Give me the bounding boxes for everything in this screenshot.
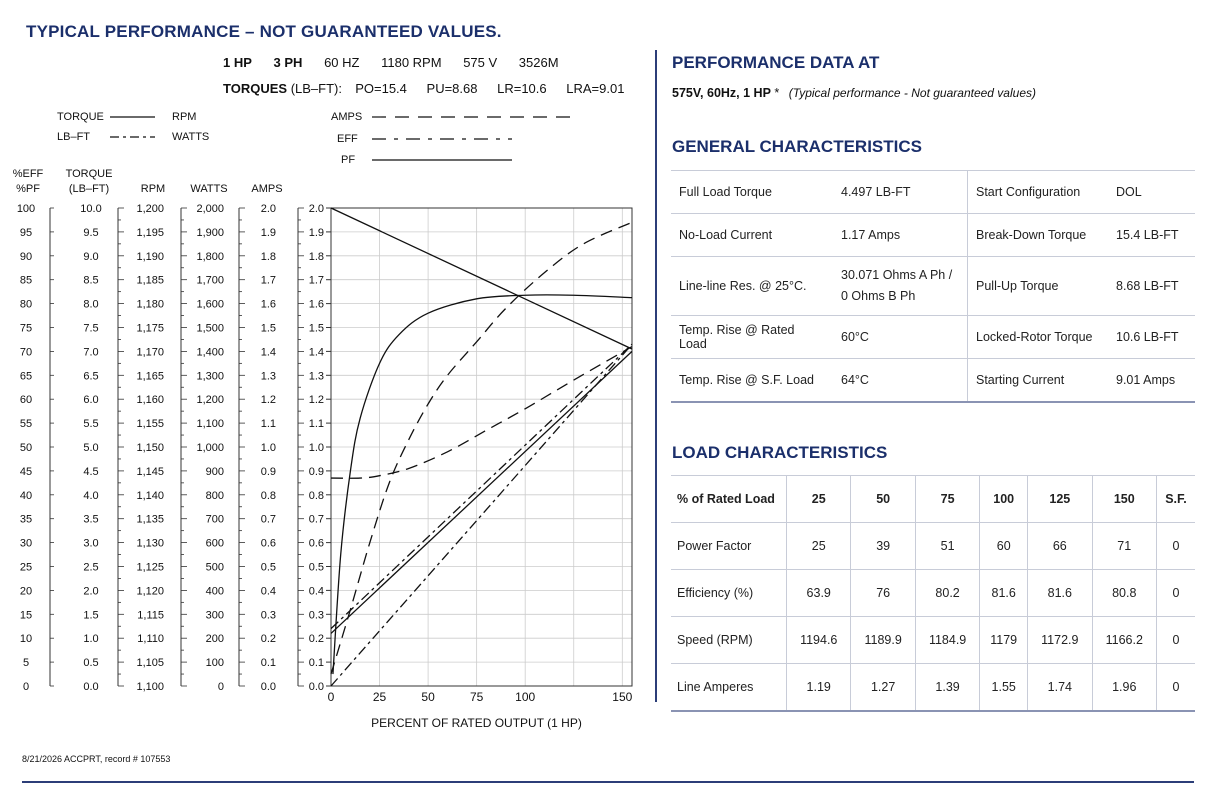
scale-label-rpm: 1,135 [136,513,164,526]
scale-label-rpm: 1,110 [137,633,164,646]
table-row [671,316,1195,359]
scale-label-amps: 1.3 [260,370,276,383]
scale-label-watts: 300 [205,609,224,622]
column-header: % of Rated Load [671,476,787,523]
y-tick-label: 1.5 [308,322,324,335]
scale-label-eff-pf: 95 [19,226,33,239]
scale-label-amps: 0.9 [260,465,276,478]
page-title: TYPICAL PERFORMANCE – NOT GUARANTEED VALUES. [26,22,502,41]
scale-label-amps: 0.8 [260,489,276,502]
scale-label-rpm: 1,140 [136,489,164,502]
y-tick-label: 0.1 [308,657,324,670]
scale-label-rpm: 1,170 [136,346,164,359]
scale-label-eff-pf: 75 [19,322,33,335]
scale-label-torque: 5.5 [83,418,99,431]
spec-volts: 575 V [463,55,498,70]
performance-chart [0,160,650,740]
scale-label-amps: 1.1 [260,418,276,431]
scale-label-watts: 1,300 [196,370,224,383]
gen-key: Temp. Rise @ Rated Load [671,316,833,359]
y-tick-label: 0.3 [308,609,324,622]
scale-label-torque: 6.0 [83,394,99,407]
subtitle-asterisk: * [774,86,780,100]
scale-label-eff-pf: 85 [19,274,33,287]
scale-label-watts: 1,000 [196,442,224,454]
footer-record: 8/21/2026 ACCPRT, record # 107553 [22,754,171,764]
table-cell: 1.74 [1028,664,1092,712]
scale-label-watts: 1,200 [196,394,224,407]
torque-lr: LR=10.6 [497,81,547,96]
gen-key: Locked-Rotor Torque [968,316,1109,359]
scale-label-amps: 1.0 [260,442,276,454]
spec-rpm: 1180 RPM [381,55,442,70]
y-tick-label: 0.0 [308,681,324,693]
spec-phase: 3 PH [273,55,303,70]
gen-key: No-Load Current [671,214,833,257]
subtitle-text: 575V, 60Hz, 1 HP [672,86,771,100]
scale-label-amps: 1.8 [260,250,276,263]
scale-label-eff-pf: 45 [19,465,33,478]
table-row [671,171,1195,214]
scale-label-torque: 7.0 [83,346,99,359]
y-tick-label: 1.4 [308,346,324,359]
table-cell: 0 [1156,664,1195,712]
scale-label-torque: 8.0 [83,298,99,311]
table-cell: 1.19 [787,664,851,712]
scale-label-watts: 2,000 [196,203,224,215]
scale-label-amps: 0.1 [260,657,276,670]
table-cell: 0 [1156,617,1195,664]
y-tick-label: 1.9 [308,226,324,239]
scale-label-watts: 1,400 [196,346,224,359]
legend-amps-line [372,112,578,122]
table-cell: 51 [915,523,979,570]
x-tick-label: 75 [469,690,484,704]
scale-label-torque: 9.0 [83,250,99,263]
subtitle-note: (Typical performance - Not guaranteed values) [788,86,1036,100]
gen-value: 4.497 LB-FT [833,171,968,214]
x-tick-label: 50 [421,690,435,704]
gen-value-multiline [833,257,968,316]
table-row [671,664,1195,712]
performance-data-title: PERFORMANCE DATA AT [672,53,880,72]
gen-value: 1.17 Amps [833,214,968,257]
scale-label-torque: 5.0 [83,442,99,454]
scale-label-watts: 1,500 [196,322,224,335]
scale-label-torque: 3.5 [83,513,99,526]
scale-label-watts: 400 [205,585,224,598]
gen-value: 60°C [833,316,968,359]
scale-label-rpm: 1,115 [137,609,164,622]
column-header: 100 [980,476,1028,523]
column-header: 125 [1028,476,1092,523]
scale-label-rpm: 1,150 [136,442,164,454]
scale-label-watts: 1,700 [196,274,224,287]
table-cell: 1.55 [980,664,1028,712]
scale-label-eff-pf: 20 [19,585,33,598]
table-cell: 0 [1156,570,1195,617]
scale-label-eff-pf: 100 [16,203,36,215]
column-header: 25 [787,476,851,523]
torque-lra: LRA=9.01 [566,81,625,96]
legend-lbft: LB–FT [57,131,91,143]
scale-label-rpm: 1,200 [136,203,164,215]
table-row [671,523,1195,570]
y-tick-label: 1.1 [308,418,324,431]
scale-label-torque: 1.0 [83,633,99,646]
legend-torque: TORQUE [57,111,104,123]
gen-value: 8.68 LB-FT [1108,257,1195,316]
column-header: 150 [1092,476,1156,523]
gen-value: 10.6 LB-FT [1108,316,1195,359]
scale-label-torque: 0.5 [83,657,99,670]
scale-label-watts: 100 [205,657,224,670]
y-tick-label: 0.5 [308,561,324,574]
legend-watts: WATTS [172,131,210,143]
y-tick-label: 0.4 [308,585,324,598]
scale-label-eff-pf: 80 [19,298,33,311]
performance-subtitle [672,86,1036,100]
scale-label-rpm: 1,145 [136,465,164,478]
table-cell: 1.39 [915,664,979,712]
torques-label: TORQUES [223,81,288,96]
y-tick-label: 0.7 [308,513,324,526]
series-line-amps [331,347,632,479]
gen-value: 15.4 LB-FT [1108,214,1195,257]
gen-key: Line-line Res. @ 25°C. [671,257,833,316]
scale-label-amps: 0.0 [260,681,276,693]
y-tick-label: 1.7 [308,274,324,287]
scale-label-eff-pf: 90 [19,250,33,263]
scale-label-rpm: 1,165 [136,370,164,383]
y-tick-label: 2.0 [308,203,324,215]
table-cell: 39 [851,523,915,570]
table-row [671,359,1195,403]
gen-value: DOL [1108,171,1195,214]
scale-label-watts: 200 [205,633,224,646]
torques-line [223,81,624,96]
scale-label-torque: 4.0 [83,489,99,502]
scale-label-eff-pf: 15 [19,609,33,622]
y-tick-label: 1.8 [308,250,324,263]
scale-label-torque: 4.5 [83,465,99,478]
x-axis-label: PERCENT OF RATED OUTPUT (1 HP) [371,716,582,730]
scale-label-eff-pf: 10 [19,633,33,646]
scale-label-rpm: 1,120 [136,585,164,598]
scale-label-eff-pf: 60 [19,394,33,407]
table-row [671,257,1195,316]
scale-label-eff-pf: 5 [22,657,30,670]
scale-label-torque: 1.5 [83,609,99,622]
gen-value: 30.071 Ohms A Ph / [841,268,953,282]
scale-label-rpm: 1,160 [136,394,164,407]
scale-header: %PF [16,183,40,195]
scale-label-torque: 2.5 [83,561,99,574]
scale-label-torque: 9.5 [83,226,99,239]
scale-label-eff-pf: 55 [19,418,33,431]
legend-rpm: RPM [172,111,197,123]
table-cell: 1166.2 [1092,617,1156,664]
y-tick-label: 0.8 [308,489,324,502]
x-tick-label: 100 [515,690,536,704]
scale-label-rpm: 1,155 [136,418,164,431]
x-tick-label: 0 [327,690,335,704]
scale-label-amps: 0.6 [260,537,276,550]
scale-label-watts: 700 [205,513,224,526]
scale-label-eff-pf: 0 [22,681,30,693]
scale-header: %EFF [12,168,44,180]
scale-label-torque: 0.0 [83,681,99,693]
y-tick-label: 1.0 [308,442,324,454]
scale-label-watts: 1,900 [196,226,224,239]
scale-label-amps: 1.7 [260,274,276,287]
spec-hp: 1 HP [223,55,252,70]
gen-key: Pull-Up Torque [968,257,1109,316]
scale-label-rpm: 1,180 [136,298,164,311]
scale-label-eff-pf: 65 [19,370,33,383]
column-header: S.F. [1156,476,1195,523]
table-cell: Efficiency (%) [671,570,787,617]
table-cell: 63.9 [787,570,851,617]
vertical-divider [655,50,657,702]
torque-pu: PU=8.68 [426,81,478,96]
torques-unit: (LB–FT): [290,81,342,96]
scale-label-eff-pf: 40 [19,489,33,502]
table-cell: 76 [851,570,915,617]
gen-key: Start Configuration [968,171,1109,214]
motor-spec-line [223,55,577,70]
series-line-lb-ft [331,344,632,628]
scale-label-watts: 1,100 [196,418,224,431]
table-cell: 66 [1028,523,1092,570]
series-line-watts [331,344,632,686]
scale-label-amps: 0.7 [260,513,276,526]
scale-label-watts: 500 [205,561,224,574]
table-cell: 80.2 [915,570,979,617]
scale-header: RPM [140,183,166,195]
scale-header: AMPS [251,183,283,195]
legend-torque-line [110,112,155,122]
scale-label-rpm: 1,130 [136,537,164,550]
table-row [671,617,1195,664]
legend-amps: AMPS [331,111,363,123]
scale-label-amps: 1.4 [260,346,276,359]
scale-label-amps: 0.3 [260,609,276,622]
scale-label-rpm: 1,185 [136,274,164,287]
y-tick-label: 1.3 [308,370,324,383]
legend-eff-line [372,134,512,144]
scale-label-watts: 1,600 [196,298,224,311]
table-cell: 1189.9 [851,617,915,664]
gen-value: 0 Ohms B Ph [841,289,916,303]
table-cell: Line Amperes [671,664,787,712]
table-cell: 1.96 [1092,664,1156,712]
table-cell: 81.6 [980,570,1028,617]
scale-label-torque: 7.5 [83,322,99,335]
scale-label-rpm: 1,195 [136,226,164,239]
gen-value: 64°C [833,359,968,403]
table-cell: 1179 [980,617,1028,664]
scale-label-eff-pf: 70 [19,346,33,359]
load-characteristics-table [671,475,1195,712]
table-cell: 71 [1092,523,1156,570]
legend-eff: EFF [337,133,358,145]
scale-label-watts: 800 [205,489,224,502]
scale-label-torque: 2.0 [83,585,99,598]
table-cell: Speed (RPM) [671,617,787,664]
spec-model: 3526M [518,55,559,70]
table-header-row [671,476,1195,523]
table-cell: 0 [1156,523,1195,570]
bottom-divider [22,781,1194,783]
torque-po: PO=15.4 [355,81,407,96]
scale-label-amps: 0.2 [260,633,276,646]
scale-label-amps: 1.6 [260,298,276,311]
gen-value: 9.01 Amps [1108,359,1195,403]
general-characteristics-title: GENERAL CHARACTERISTICS [672,137,922,156]
y-tick-label: 1.2 [308,394,324,407]
table-cell: 25 [787,523,851,570]
table-cell: 81.6 [1028,570,1092,617]
series-line-torque [331,351,632,633]
scale-label-torque: 3.0 [83,537,99,550]
scale-label-torque: 10.0 [80,203,102,215]
spec-hz: 60 HZ [324,55,360,70]
legend-pf: PF [341,154,356,166]
scale-label-rpm: 1,175 [136,322,164,335]
scale-label-amps: 2.0 [260,203,276,215]
y-tick-label: 0.2 [308,633,324,646]
table-row [671,570,1195,617]
scale-label-amps: 1.2 [260,394,276,407]
series-line-pf [331,222,632,674]
table-cell: 1184.9 [915,617,979,664]
scale-label-eff-pf: 35 [19,513,33,526]
load-characteristics-title: LOAD CHARACTERISTICS [672,443,888,462]
y-tick-label: 0.6 [308,537,324,550]
scale-label-eff-pf: 25 [19,561,33,574]
legend-lbft-line [110,132,155,142]
gen-key: Starting Current [968,359,1109,403]
table-cell: Power Factor [671,523,787,570]
column-header: 50 [851,476,915,523]
table-row [671,214,1195,257]
x-tick-label: 25 [372,690,387,704]
scale-label-amps: 0.4 [260,585,276,598]
table-cell: 1.27 [851,664,915,712]
scale-header: WATTS [190,183,228,195]
scale-label-rpm: 1,105 [136,657,164,670]
gen-key: Break-Down Torque [968,214,1109,257]
x-tick-label: 150 [612,690,633,704]
table-cell: 80.8 [1092,570,1156,617]
scale-label-watts: 0 [217,681,224,693]
table-cell: 1194.6 [787,617,851,664]
scale-label-watts: 1,800 [196,250,224,263]
scale-label-amps: 1.9 [260,226,276,239]
table-cell: 1172.9 [1028,617,1092,664]
scale-label-rpm: 1,125 [136,561,164,574]
gen-key: Temp. Rise @ S.F. Load [671,359,833,403]
scale-label-amps: 0.5 [260,561,276,574]
general-characteristics-table [671,170,1195,403]
scale-header: (LB–FT) [68,183,110,195]
scale-label-torque: 6.5 [83,370,99,383]
scale-label-eff-pf: 30 [19,537,33,550]
scale-label-watts: 900 [205,465,224,478]
y-tick-label: 0.9 [308,465,324,478]
y-tick-label: 1.6 [308,298,324,311]
scale-label-eff-pf: 50 [19,442,33,454]
table-cell: 60 [980,523,1028,570]
scale-header: TORQUE [65,168,113,180]
scale-label-rpm: 1,190 [136,250,164,263]
column-header: 75 [915,476,979,523]
gen-key: Full Load Torque [671,171,833,214]
scale-label-amps: 1.5 [260,322,276,335]
scale-label-watts: 600 [205,537,224,550]
scale-label-rpm: 1,100 [136,681,164,693]
scale-label-torque: 8.5 [83,274,99,287]
